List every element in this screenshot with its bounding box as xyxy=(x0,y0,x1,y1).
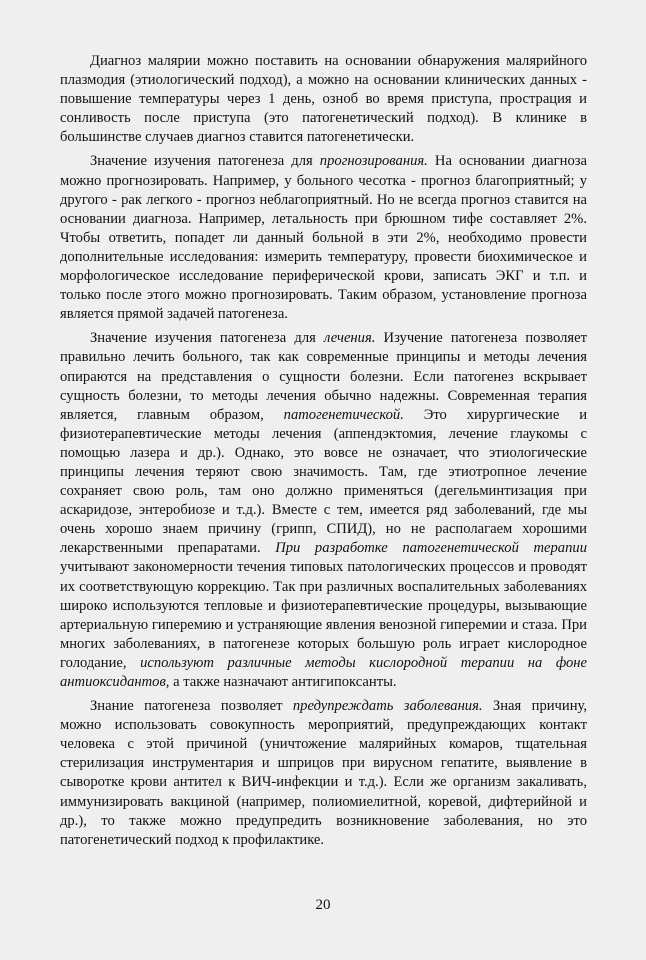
text-run: Это хирургические и физиотерапевтические методы лечения (аппендэктомия, лечение глаукомы с помощью лазера и др.). Однако, это вовсе не означает, что этиологические принципы лечения теряют свою значимость. Там, где этиотропное лечение сохраняет свою роль, там оно должно применяться (дегельминтизация при аскаридозе, энтеробиозе и т.д.). Вместе с тем, имеется ряд заболеваний, где мы очень хорошо знаем причину (грипп, СПИД), но не располагаем хорошими лекарственными препаратами. xyxy=(60,406,587,557)
text-run: Зная причину, можно использовать совокупность мероприятий, предупреждающих контакт человека с этой причиной (уничтожение малярийных комаров, тщательная стерилизация инструментария и шприцов при вирусном гепатите, выявление в сыворотке крови антител к ВИЧ-инфекции и т.д.). Если же организм закаливать, иммунизировать вакциной (например, полиомиелитной, коревой, дифтерийной и др.), то также можно предупредить возникновение заболевания, но это патогенетический подход к профилактике. xyxy=(60,698,587,848)
emphasized-text: лечения. xyxy=(323,330,376,347)
page-number: 20 xyxy=(315,897,331,913)
emphasized-text: При разработке патогенетической терапии xyxy=(275,540,587,557)
text-run: Значение изучения патогенеза для xyxy=(90,153,320,170)
text-run: Изучение патогенеза позволяет правильно лечить больного, так как современные принципы и методы лечения опираются на представления о сущности болезни. Если патогенез вскрывает сущность болезни, то методы лечения обычно надежны. Современная терапия является, главным образом, xyxy=(60,330,587,423)
text-run: а также назначают антигипоксанты. xyxy=(169,674,397,690)
text-run: На основании диагноза можно прогнозировать. Например, у больного чесотка - прогноз благоприятный; у другого - рак легкого - прогноз неблагоприятный. Но не всегда прогноз ставится на основании диагноза. Например, летальность при брюшном тифе составляет 2%. Чтобы ответить, попадет ли данный больной в эти 2%, необходимо провести дополнительные исследования: измерить температуру, провести биохимическое и морфологическое исследование периферической крови, записать ЭКГ и т.п. и только после этого можно прогнозировать. Таким образом, установление прогноза является прямой задачей патогенеза. xyxy=(60,153,587,323)
paragraph xyxy=(60,52,587,147)
paragraph xyxy=(60,329,587,692)
body-text xyxy=(60,52,587,855)
text-run: Диагноз малярии можно поставить на основании обнаружения малярийного плазмодия (этиологический подход), а можно на основании клинических данных - повышение температуры через 1 день, озноб во время приступа, прострация и сонливость после приступа (это патогенетический подход). В клинике в большинстве случаев диагноз ставится патогенетически. xyxy=(60,53,587,146)
emphasized-text: патогенетической. xyxy=(283,406,404,423)
emphasized-text: используют различные методы кислородной терапии на фоне антиоксидантов, xyxy=(60,654,588,690)
paragraph xyxy=(60,697,587,850)
text-run: учитывают закономерности течения типовых патологических процессов и проводят их соответствующую коррекцию. Так при различных воспалительных заболеваниях широко используются тепловые и физиотерапевтические процедуры, вызывающие артериальную гиперемию и устраняющие явления венозной гиперемии и стаза. При многих заболеваниях, в патогенезе которых большую роль играет кислородное голодание, xyxy=(60,559,587,671)
paragraph xyxy=(60,152,587,324)
emphasized-text: предупреждать заболевания. xyxy=(292,698,483,715)
text-run: Значение изучения патогенеза для xyxy=(90,330,324,347)
text-run: Знание патогенеза позволяет xyxy=(90,698,293,715)
emphasized-text: прогнозирования. xyxy=(319,153,428,170)
